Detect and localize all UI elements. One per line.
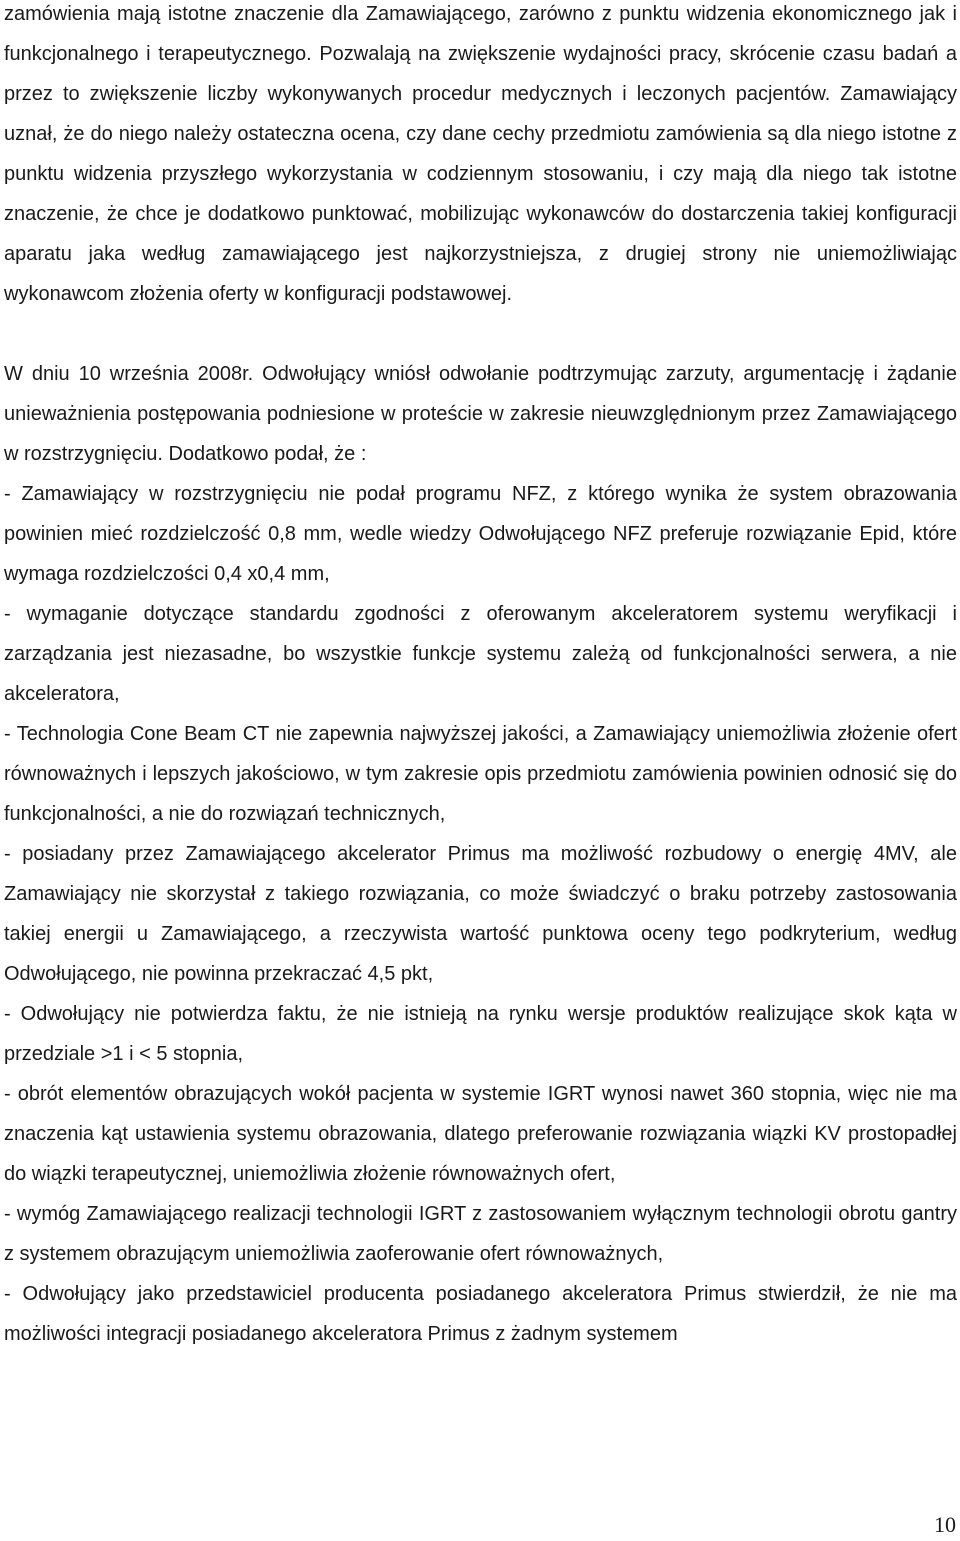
paragraph-evaluation-criteria: zamówienia mają istotne znaczenie dla Zamawiającego, zarówno z punktu widzenia ekonomicznego jak i funkcjonalnego i terapeutycznego. Pozwalają na zwiększenie wydajności pracy, skrócenie czasu badań a przez to zwiększenie liczby wykonywanych procedur medycznych i leczonych pacjentów. Zamawiający uznał, że do niego należy ostateczna ocena, czy dane cechy przedmiotu zamówienia są dla niego istotne z punktu widzenia przyszłego wykorzystania w codziennym stosowaniu, i czy mają dla niego tak istotne znaczenie, że chce je dodatkowo punktować, mobilizując wykonawców do dostarczenia takiej konfiguracji aparatu jaka według zamawiającego jest najkorzystniejsza, z drugiej strony nie uniemożliwiając wykonawcom złożenia oferty w konfiguracji podstawowej. [4, 3, 957, 305]
document-page [4, 0, 957, 1354]
list-item-primus-integration: - Odwołujący jako przedstawiciel producenta posiadanego akceleratora Primus stwierdził, że nie ma możliwości integracji posiadanego akceleratora Primus z żadnym systemem [4, 1283, 957, 1345]
list-item-igrt-rotation: - obrót elementów obrazujących wokół pacjenta w systemie IGRT wynosi nawet 360 stopnia, więc nie ma znaczenia kąt ustawienia systemu obrazowania, dlatego preferowanie rozwiązania wiązki KV prostopadłej do wiązki terapeutycznej, uniemożliwia złożenie równoważnych ofert, [4, 1083, 957, 1185]
list-item-cone-beam-ct: - Technologia Cone Beam CT nie zapewnia najwyższej jakości, a Zamawiający uniemożliwia złożenie ofert równoważnych i lepszych jakościowo, w tym zakresie opis przedmiotu zamówienia powinien odnosić się do funkcjonalności, a nie do rozwiązań technicznych, [4, 723, 957, 825]
list-item-verification-system: - wymaganie dotyczące standardu zgodności z oferowanym akceleratorem systemu weryfikacji i zarządzania jest niezasadne, bo wszystkie funkcje systemu zależą od funkcjonalności serwera, a nie akceleratora, [4, 603, 957, 705]
page-number: 10 [934, 1512, 956, 1537]
list-item-angle-step: - Odwołujący nie potwierdza faktu, że nie istnieją na rynku wersje produktów realizujące skok kąta w przedziale >1 i < 5 stopnia, [4, 1003, 957, 1065]
list-item-gantry-technology: - wymóg Zamawiającego realizacji technologii IGRT z zastosowaniem wyłącznym technologii obrotu gantry z systemem obrazującym uniemożliwia zaoferowanie ofert równoważnych, [4, 1203, 957, 1265]
paragraph-appeal-intro: W dniu 10 września 2008r. Odwołujący wniósł odwołanie podtrzymując zarzuty, argumentację i żądanie unieważnienia postępowania podniesione w proteście w zakresie nieuwzględnionym przez Zamawiającego w rozstrzygnięciu. Dodatkowo podał, że : [4, 363, 957, 465]
list-item-nfz-resolution: - Zamawiający w rozstrzygnięciu nie podał programu NFZ, z którego wynika że system obrazowania powinien mieć rozdzielczość 0,8 mm, wedle wiedzy Odwołującego NFZ preferuje rozwiązanie Epid, które wymaga rozdzielczości 0,4 x0,4 mm, [4, 483, 957, 585]
list-item-primus-energy: - posiadany przez Zamawiającego akcelerator Primus ma możliwość rozbudowy o energię 4MV, ale Zamawiający nie skorzystał z takiego rozwiązania, co może świadczyć o braku potrzeby zastosowania takiej energii u Zamawiającego, a rzeczywista wartość punktowa oceny tego podkryterium, według Odwołującego, nie powinna przekraczać 4,5 pkt, [4, 843, 957, 985]
